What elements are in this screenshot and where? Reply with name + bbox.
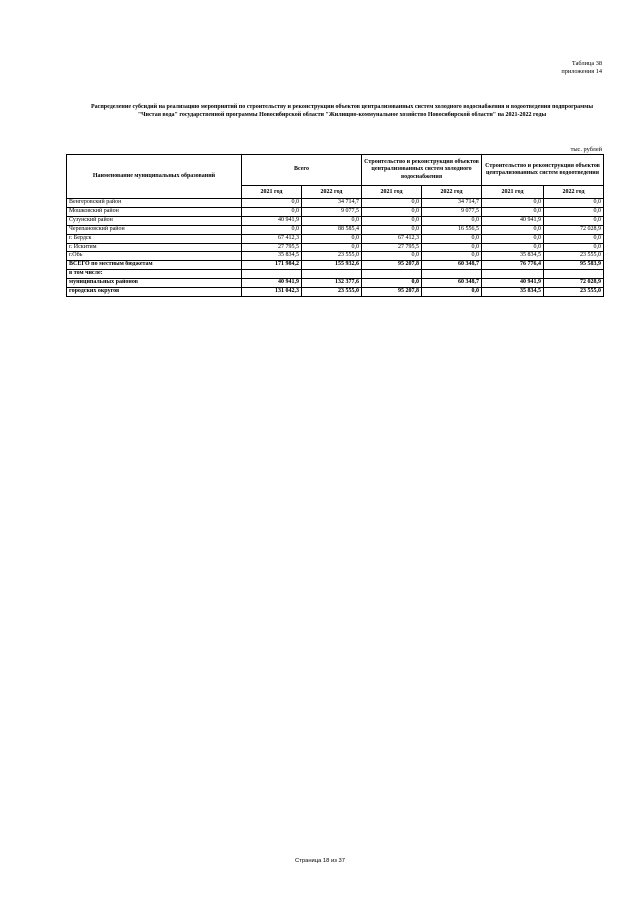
table-row [67, 270, 604, 279]
value-cell: 0,0 [544, 216, 604, 225]
value-cell: 0,0 [362, 199, 422, 208]
table-reference [561, 60, 602, 76]
year-header: 2022 год [302, 186, 362, 199]
value-cell: 88 585,4 [302, 225, 362, 234]
value-cell: 76 776,4 [482, 261, 544, 270]
value-cell: 35 834,5 [482, 252, 544, 261]
value-cell: 0,0 [482, 243, 544, 252]
units-label: тыс. рублей [570, 146, 602, 153]
value-cell: 0,0 [544, 207, 604, 216]
value-cell: 0,0 [544, 243, 604, 252]
value-cell [362, 270, 422, 279]
value-cell [302, 270, 362, 279]
value-cell: 0,0 [482, 207, 544, 216]
value-cell [242, 270, 302, 279]
table-row [67, 234, 604, 243]
column-group-total: Всего [242, 155, 362, 186]
value-cell: 0,0 [422, 234, 482, 243]
value-cell: 27 795,5 [242, 243, 302, 252]
value-cell: 0,0 [242, 207, 302, 216]
row-name-cell: Венгеровский район [67, 199, 242, 208]
value-cell [422, 270, 482, 279]
value-cell [544, 270, 604, 279]
value-cell: 0,0 [422, 252, 482, 261]
column-header-name: Наименование муниципальных образований [67, 155, 242, 199]
year-header: 2022 год [544, 186, 604, 199]
value-cell: 0,0 [422, 243, 482, 252]
table-row [67, 288, 604, 297]
row-name-cell: ВСЕГО по местным бюджетам [67, 261, 242, 270]
value-cell: 171 984,2 [242, 261, 302, 270]
table-row [67, 252, 604, 261]
value-cell: 0,0 [362, 279, 422, 288]
table-row [67, 243, 604, 252]
value-cell: 40 941,9 [482, 279, 544, 288]
row-name-cell: в том числе: [67, 270, 242, 279]
value-cell: 95 207,8 [362, 261, 422, 270]
table-row [67, 225, 604, 234]
value-cell: 23 555,0 [302, 288, 362, 297]
table-row [67, 207, 604, 216]
row-name-cell: г.Обь [67, 252, 242, 261]
value-cell: 95 207,8 [362, 288, 422, 297]
value-cell: 0,0 [362, 216, 422, 225]
value-cell: 95 583,9 [544, 261, 604, 270]
document-title: Распределение субсидий на реализацию мероприятий по строительству и реконструкции объектов централизованных систем холодного водоснабжения и водоотведения подпрограммы "Чистая вода" государственной программы Новосибирской области "Жилищно-коммунальное хозяйство Новосибирской области" на 2021-2022 годы [90, 104, 594, 119]
value-cell: 72 028,9 [544, 225, 604, 234]
value-cell: 0,0 [362, 207, 422, 216]
value-cell: 0,0 [302, 234, 362, 243]
row-name-cell: Черепановский район [67, 225, 242, 234]
year-header: 2022 год [422, 186, 482, 199]
value-cell: 40 941,9 [482, 216, 544, 225]
table-row [67, 261, 604, 270]
value-cell: 0,0 [362, 225, 422, 234]
value-cell [482, 270, 544, 279]
value-cell: 16 556,5 [422, 225, 482, 234]
value-cell: 9 077,5 [302, 207, 362, 216]
value-cell: 0,0 [242, 225, 302, 234]
value-cell: 34 714,7 [302, 199, 362, 208]
row-name-cell: г. Искитим [67, 243, 242, 252]
value-cell: 23 555,0 [544, 288, 604, 297]
value-cell: 0,0 [242, 199, 302, 208]
appendix-number: приложения 14 [561, 68, 602, 76]
value-cell: 67 412,3 [362, 234, 422, 243]
value-cell: 40 941,9 [242, 216, 302, 225]
value-cell: 0,0 [482, 199, 544, 208]
value-cell: 131 042,3 [242, 288, 302, 297]
value-cell: 23 555,0 [302, 252, 362, 261]
row-name-cell: муниципальных районов [67, 279, 242, 288]
column-group-water: Строительство и реконструкция объектов централизованных систем холодного водоснабжения [362, 155, 482, 186]
row-name-cell: Мошковский район [67, 207, 242, 216]
year-header: 2021 год [362, 186, 422, 199]
value-cell: 155 932,6 [302, 261, 362, 270]
value-cell: 27 795,5 [362, 243, 422, 252]
column-group-sewer: Строительство и реконструкция объектов централизованных систем водоотведения [482, 155, 604, 186]
value-cell: 0,0 [302, 216, 362, 225]
value-cell: 60 348,7 [422, 279, 482, 288]
table-number: Таблица 38 [571, 60, 602, 67]
value-cell: 23 555,0 [544, 252, 604, 261]
value-cell: 0,0 [422, 216, 482, 225]
value-cell: 0,0 [544, 234, 604, 243]
value-cell: 34 714,7 [422, 199, 482, 208]
value-cell: 60 348,7 [422, 261, 482, 270]
value-cell: 0,0 [482, 225, 544, 234]
value-cell: 132 377,6 [302, 279, 362, 288]
value-cell: 0,0 [544, 199, 604, 208]
row-name-cell: г. Бердск [67, 234, 242, 243]
value-cell: 35 834,5 [482, 288, 544, 297]
year-header: 2021 год [242, 186, 302, 199]
row-name-cell: городских округов [67, 288, 242, 297]
page-number: Страница 18 из 37 [295, 858, 345, 864]
value-cell: 0,0 [302, 243, 362, 252]
value-cell: 0,0 [482, 234, 544, 243]
value-cell: 35 834,5 [242, 252, 302, 261]
value-cell: 40 941,9 [242, 279, 302, 288]
table-row [67, 279, 604, 288]
value-cell: 67 412,3 [242, 234, 302, 243]
value-cell: 0,0 [422, 288, 482, 297]
year-header: 2021 год [482, 186, 544, 199]
table-row [67, 216, 604, 225]
subsidy-table [66, 154, 604, 297]
value-cell: 9 077,5 [422, 207, 482, 216]
value-cell: 0,0 [362, 252, 422, 261]
row-name-cell: Сузунский район [67, 216, 242, 225]
table-row [67, 199, 604, 208]
value-cell: 72 028,9 [544, 279, 604, 288]
